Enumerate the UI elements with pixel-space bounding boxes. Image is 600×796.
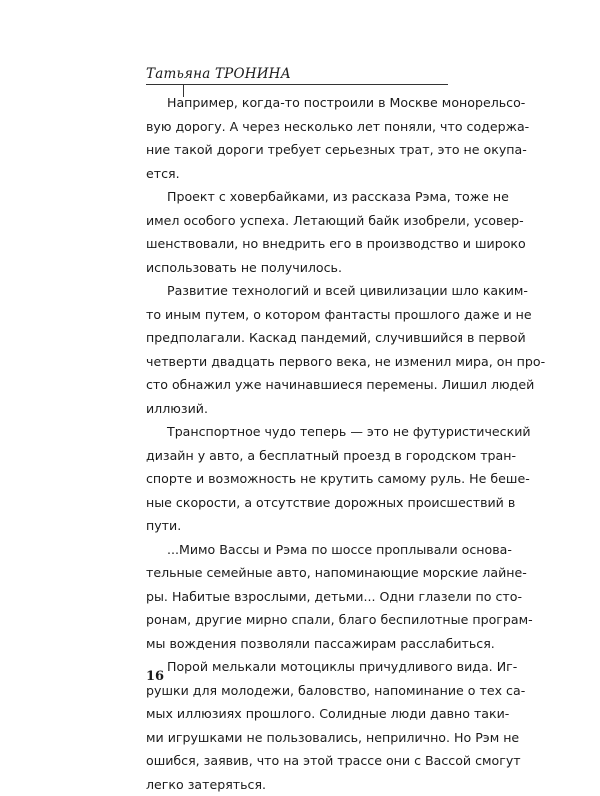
text-line: Транспортное чудо теперь — это не футуристический [146,420,448,444]
page-number: 16 [146,669,164,684]
text-line: шенствовали, но внедрить его в производство и широко [146,232,448,256]
paragraph [146,279,448,420]
text-line: то иным путем, о котором фантасты прошлого даже и не [146,303,448,327]
paragraph [146,655,448,796]
paragraph [146,91,448,185]
text-line: мых иллюзиях прошлого. Солидные люди давно таки- [146,702,448,726]
header-rule [146,84,448,85]
paragraph [146,538,448,656]
text-line: использовать не получилось. [146,256,448,280]
running-head: Татьяна ТРОНИНА [146,66,291,82]
text-line: легко затеряться. [146,773,448,796]
text-line: Развитие технологий и всей цивилизации шло каким- [146,279,448,303]
text-line: ные скорости, а отсутствие дорожных происшествий в [146,491,448,515]
body-text [146,91,448,796]
text-line: ми игрушками не пользовались, неприлично. Но Рэм не [146,726,448,750]
text-line: ется. [146,162,448,186]
text-line: имел особого успеха. Летающий байк изобрели, усовер- [146,209,448,233]
paragraph [146,420,448,538]
text-line: Например, когда-то построили в Москве монорельсо- [146,91,448,115]
text-line: рушки для молодежи, баловство, напоминание о тех са- [146,679,448,703]
text-line: Порой мелькали мотоциклы причудливого вида. Иг- [146,655,448,679]
paragraph [146,185,448,279]
text-line: спорте и возможность не крутить самому руль. Не беше- [146,467,448,491]
text-line: ...Мимо Вассы и Рэма по шоссе проплывали основа- [146,538,448,562]
text-line: предполагали. Каскад пандемий, случившийся в первой [146,326,448,350]
text-line: ронам, другие мирно спали, благо беспилотные програм- [146,608,448,632]
text-line: четверти двадцать первого века, не изменил мира, он про- [146,350,448,374]
text-line: вую дорогу. А через несколько лет поняли, что содержа- [146,115,448,139]
text-line: пути. [146,514,448,538]
text-line: иллюзий. [146,397,448,421]
text-line: ние такой дороги требует серьезных трат, это не окупа- [146,138,448,162]
text-line: ры. Набитые взрослыми, детьми... Одни глазели по сто- [146,585,448,609]
text-line: тельные семейные авто, напоминающие морские лайне- [146,561,448,585]
text-line: Проект с ховербайками, из рассказа Рэма, тоже не [146,185,448,209]
text-line: сто обнажил уже начинавшиеся перемены. Лишил людей [146,373,448,397]
text-line: ошибся, заявив, что на этой трассе они с Вассой смогут [146,749,448,773]
text-line: дизайн у авто, а бесплатный проезд в городском тран- [146,444,448,468]
text-line: мы вождения позволяли пассажирам расслабиться. [146,632,448,656]
